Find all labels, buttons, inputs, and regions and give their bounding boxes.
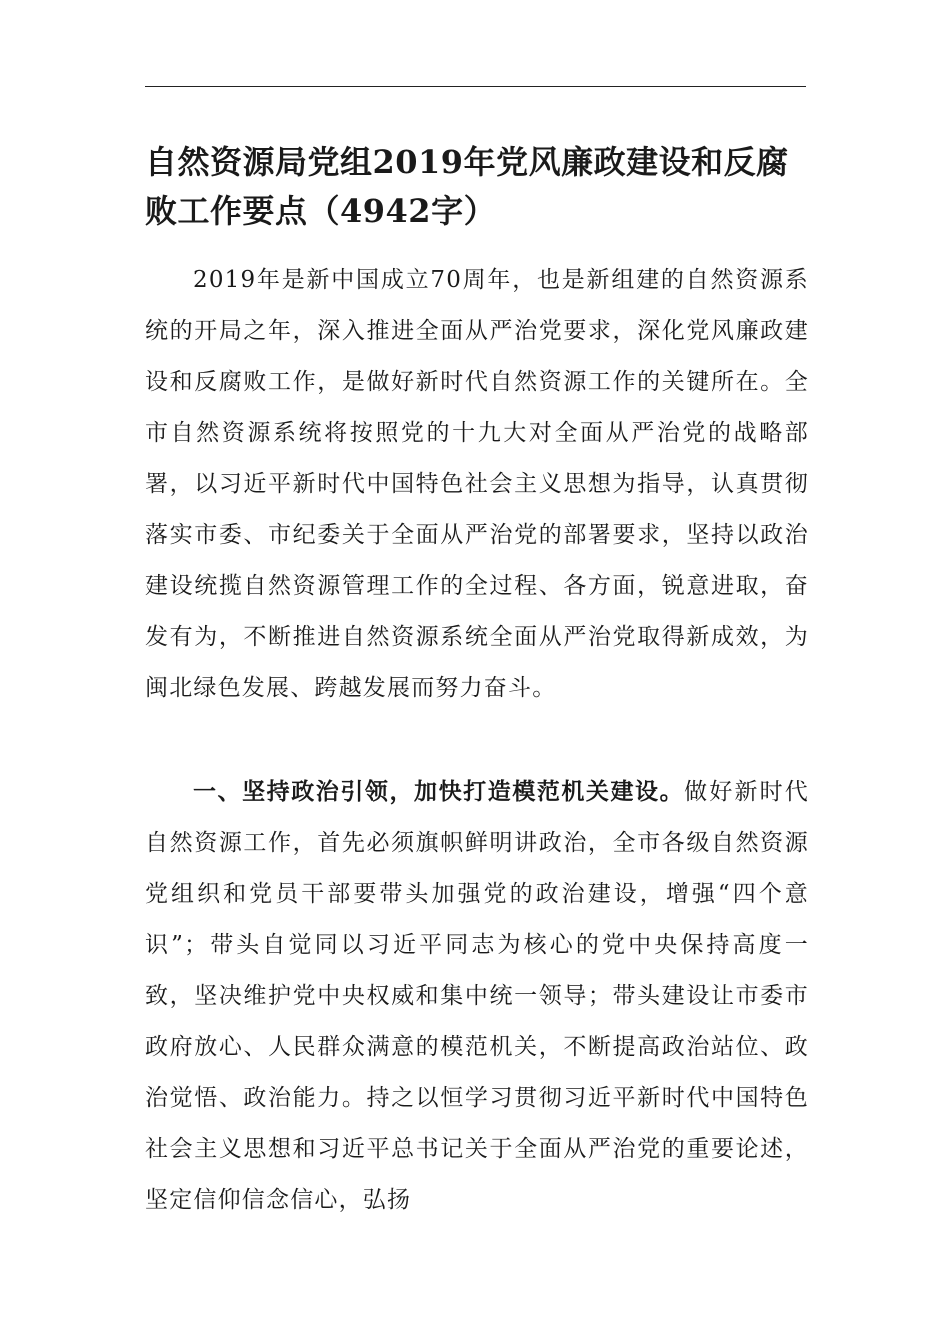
section-one-paragraph	[145, 767, 809, 1226]
header-rule	[145, 86, 806, 87]
intro-paragraph: 2019年是新中国成立70周年，也是新组建的自然资源系统的开局之年，深入推进全面从严治党要求，深化党风廉政建设和反腐败工作，是做好新时代自然资源工作的关键所在。全市自然资源系统将按照党的十九大对全面从严治党的战略部署，以习近平新时代中国特色社会主义思想为指导，认真贯彻落实市委、市纪委关于全面从严治党的部署要求，坚持以政治建设统揽自然资源管理工作的全过程、各方面，锐意进取，奋发有为，不断推进自然资源系统全面从严治党取得新成效，为闽北绿色发展、跨越发展而努力奋斗。	[145, 267, 809, 701]
section-one-body: 做好新时代自然资源工作，首先必须旗帜鲜明讲政治，全市各级自然资源党组织和党员干部要带头加强党的政治建设，增强“四个意识”；带头自觉同以习近平同志为核心的党中央保持高度一致，坚决维护党中央权威和集中统一领导；带头建设让市委市政府放心、人民群众满意的模范机关，不断提高政治站位、政治觉悟、政治能力。持之以恒学习贯彻习近平新时代中国特色社会主义思想和习近平总书记关于全面从严治党的重要论述，坚定信仰信念信心，弘扬	[145, 779, 810, 1213]
document-title: 自然资源局党组2019年党风廉政建设和反腐败工作要点（4942字）	[145, 143, 789, 230]
section-one-heading: 一、坚持政治引领，加快打造模范机关建设。	[193, 779, 685, 805]
